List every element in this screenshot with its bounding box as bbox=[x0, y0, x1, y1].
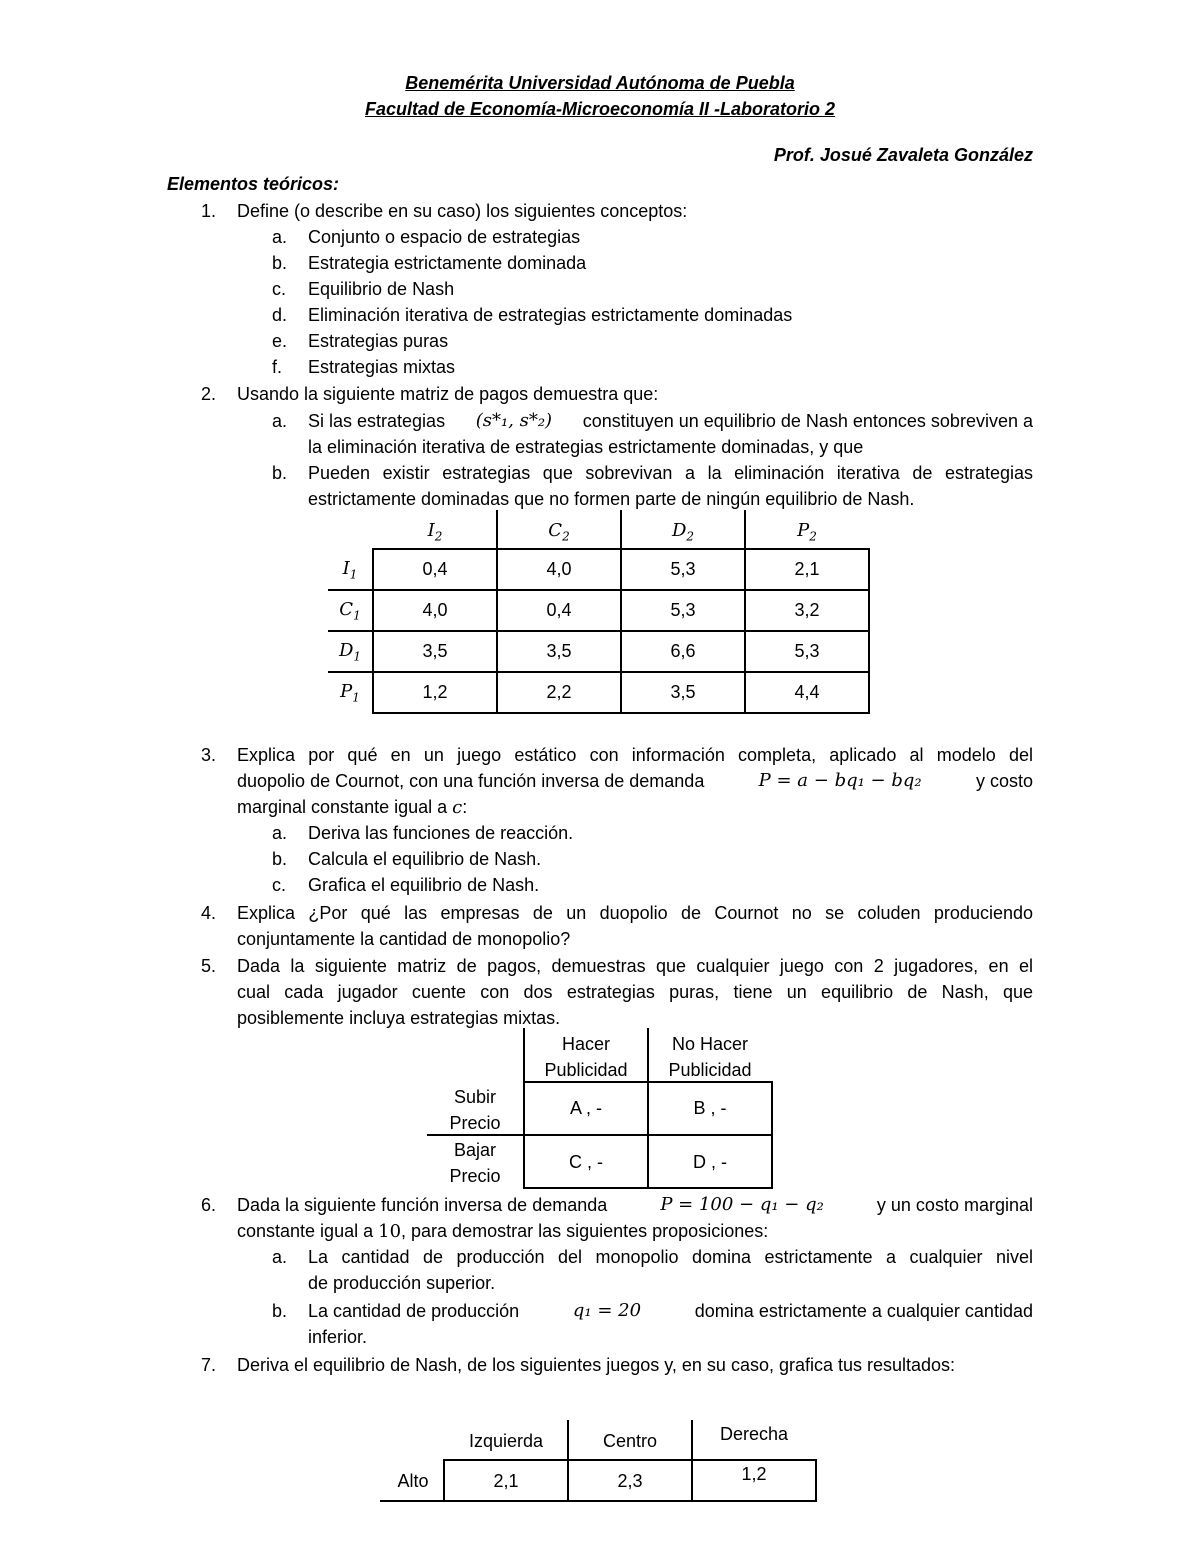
q1-item-text: Estrategias puras bbox=[308, 331, 449, 351]
col-header: Derecha bbox=[719, 1424, 789, 1444]
section-title: Elementos teóricos: bbox=[167, 174, 340, 194]
q6-a-letter: a. bbox=[272, 1247, 288, 1267]
q2-a-line1 bbox=[308, 408, 1033, 434]
col-header: $D_2$ bbox=[671, 520, 695, 544]
row-header-subir: Subir Precio bbox=[449, 1087, 501, 1133]
q1-item-text: Eliminación iterativa de estrategias estrictamente dominadas bbox=[308, 305, 793, 325]
q3-item-letter: a. bbox=[272, 823, 288, 843]
q4-number: 4. bbox=[200, 903, 216, 923]
q3-item-letter: c. bbox=[272, 875, 287, 895]
q6-a-line2: de producción superior. bbox=[308, 1273, 496, 1293]
q3-item-text: Grafica el equilibrio de Nash. bbox=[308, 875, 540, 895]
q2-a-text-post: constituyen un equilibrio de Nash entonces sobreviven a bbox=[582, 411, 1033, 431]
payoff-cell: 3,5 bbox=[546, 641, 572, 661]
row-header: $P_1$ bbox=[340, 681, 360, 705]
payoff-cell: 4,0 bbox=[546, 559, 572, 579]
q5-line3: posiblemente incluya estrategias mixtas. bbox=[237, 1008, 561, 1028]
q7-text: Deriva el equilibrio de Nash, de los siguientes juegos y, en su caso, grafica tus resultados: bbox=[237, 1355, 956, 1375]
q2-b-line2: estrictamente dominadas que no formen parte de ningún equilibrio de Nash. bbox=[308, 489, 915, 509]
university-title: Benemérita Universidad Autónoma de Puebla bbox=[405, 73, 795, 93]
col-header: $P_2$ bbox=[797, 520, 817, 544]
q7-number: 7. bbox=[200, 1355, 216, 1375]
q3-line2-post: y costo bbox=[975, 771, 1033, 791]
q1-item-text: Estrategias mixtas bbox=[308, 357, 456, 377]
payoff-cell: 2,3 bbox=[617, 1471, 643, 1491]
q1-item-text: Estrategia estrictamente dominada bbox=[308, 253, 587, 273]
faculty-title: Facultad de Economía-Microeconomía II -Laboratorio 2 bbox=[364, 99, 836, 119]
grid-line bbox=[380, 1500, 817, 1502]
q2-b-line1: Pueden existir estrategias que sobrevivan a la eliminación iterativa de estrategias bbox=[308, 463, 1033, 483]
payoff-cell: 3,2 bbox=[794, 600, 820, 620]
q6-demand-formula: P = 100 − q₁ − q₂ bbox=[660, 1194, 824, 1215]
payoff-cell: 2,2 bbox=[546, 682, 572, 702]
q1-item-letter: b. bbox=[272, 253, 288, 273]
row-header: $D_1$ bbox=[338, 640, 362, 664]
payoff-cell: 0,4 bbox=[422, 559, 448, 579]
row-header-bajar: Bajar Precio bbox=[449, 1140, 501, 1186]
q2-b-letter: b. bbox=[272, 463, 288, 483]
grid-line bbox=[815, 1460, 817, 1502]
payoff-cell: 1,2 bbox=[741, 1464, 767, 1484]
q2-a-math: (s*₁, s*₂) bbox=[475, 410, 553, 431]
q6-b-line2: inferior. bbox=[308, 1327, 368, 1347]
q2-number: 2. bbox=[200, 384, 216, 404]
q2-a-letter: a. bbox=[272, 411, 288, 431]
q3-line2 bbox=[237, 768, 1033, 794]
col-header: Centro bbox=[602, 1431, 658, 1451]
q6-line1 bbox=[237, 1192, 1033, 1218]
payoff-cell: 5,3 bbox=[670, 559, 696, 579]
q6-a-line1: La cantidad de producción del monopolio domina estrictamente a cualquier nivel bbox=[308, 1247, 1033, 1267]
row-header: $C_1$ bbox=[339, 599, 361, 623]
payoff-cell: 2,1 bbox=[493, 1471, 519, 1491]
col-header: $C_2$ bbox=[548, 520, 570, 544]
payoff-cell: 4,0 bbox=[422, 600, 448, 620]
payoff-cell: 3,5 bbox=[422, 641, 448, 661]
payoff-cell: C , - bbox=[569, 1152, 603, 1172]
q1-number: 1. bbox=[200, 201, 216, 221]
q2-a-text-pre: Si las estrategias bbox=[308, 411, 446, 431]
q3-line2-pre: duopolio de Cournot, con una función inversa de demanda bbox=[237, 771, 705, 791]
q6-number: 6. bbox=[200, 1195, 216, 1215]
q1-text: Define (o describe en su caso) los siguientes conceptos: bbox=[237, 201, 688, 221]
payoff-cell: 1,2 bbox=[422, 682, 448, 702]
q1-item-letter: e. bbox=[272, 331, 288, 351]
grid-line bbox=[328, 671, 870, 673]
q5-line1: Dada la siguiente matriz de pagos, demuestras que cualquier juego con 2 jugadores, en el bbox=[237, 956, 1033, 976]
payoff-cell: D , - bbox=[693, 1152, 727, 1172]
q1-item-letter: c. bbox=[272, 279, 287, 299]
col-header: Izquierda bbox=[468, 1431, 544, 1451]
q1-item-letter: f. bbox=[272, 357, 283, 377]
grid-line bbox=[523, 1187, 773, 1189]
q5-line2: cual cada jugador cuente con dos estrategias puras, tiene un equilibrio de Nash, que bbox=[237, 982, 1033, 1002]
payoff-cell: 5,3 bbox=[670, 600, 696, 620]
payoff-cell: 4,4 bbox=[794, 682, 820, 702]
q1-item-letter: d. bbox=[272, 305, 288, 325]
row-header: Alto bbox=[397, 1471, 429, 1491]
grid-line bbox=[443, 1459, 817, 1461]
q1-item-text: Equilibrio de Nash bbox=[308, 279, 455, 299]
q3-demand-formula: P = a − bq₁ − bq₂ bbox=[758, 770, 922, 791]
col-header-hacer: Hacer Publicidad bbox=[544, 1034, 628, 1080]
q3-line3: marginal constante igual a c: bbox=[237, 797, 468, 818]
payoff-cell: B , - bbox=[693, 1098, 727, 1118]
q3-line1: Explica por qué en un juego estático con información completa, aplicado al modelo del bbox=[237, 745, 1033, 765]
payoff-cell: 6,6 bbox=[670, 641, 696, 661]
professor-name: Prof. Josué Zavaleta González bbox=[773, 145, 1033, 165]
q6-b-math: q₁ = 20 bbox=[572, 1300, 642, 1321]
payoff-cell: 5,3 bbox=[794, 641, 820, 661]
q6-b-line1 bbox=[308, 1298, 1033, 1324]
col-header: $I_2$ bbox=[427, 520, 443, 544]
payoff-cell: A , - bbox=[569, 1098, 602, 1118]
payoff-cell: 2,1 bbox=[794, 559, 820, 579]
q2-text: Usando la siguiente matriz de pagos demuestra que: bbox=[237, 384, 659, 404]
q6-line1-pre: Dada la siguiente función inversa de demanda bbox=[237, 1195, 608, 1215]
payoff-cell: 3,5 bbox=[670, 682, 696, 702]
q3-number: 3. bbox=[200, 745, 216, 765]
q3-item-text: Calcula el equilibrio de Nash. bbox=[308, 849, 542, 869]
q6-b-pre: La cantidad de producción bbox=[308, 1301, 520, 1321]
q3-item-letter: b. bbox=[272, 849, 288, 869]
q6-line1-post: y un costo marginal bbox=[876, 1195, 1033, 1215]
q1-item-text: Conjunto o espacio de estrategias bbox=[308, 227, 581, 247]
q6-line2: constante igual a 10, para demostrar las siguientes proposiciones: bbox=[237, 1221, 769, 1242]
q3-item-text: Deriva las funciones de reacción. bbox=[308, 823, 574, 843]
col-header-no-hacer: No Hacer Publicidad bbox=[668, 1034, 752, 1080]
q4-line2: conjuntamente la cantidad de monopolio? bbox=[237, 929, 571, 949]
q2-a-line2: la eliminación iterativa de estrategias estrictamente dominadas, y que bbox=[308, 437, 864, 457]
q4-line1: Explica ¿Por qué las empresas de un duopolio de Cournot no se coluden produciendo bbox=[237, 903, 1033, 923]
grid-line bbox=[372, 712, 870, 714]
q6-b-post: domina estrictamente a cualquier cantidad bbox=[694, 1301, 1033, 1321]
row-header: $I_1$ bbox=[342, 558, 358, 582]
q5-number: 5. bbox=[200, 956, 216, 976]
grid-line bbox=[328, 630, 870, 632]
grid-line bbox=[372, 548, 870, 550]
payoff-cell: 0,4 bbox=[546, 600, 572, 620]
q1-item-letter: a. bbox=[272, 227, 288, 247]
grid-line bbox=[328, 589, 870, 591]
q6-b-letter: b. bbox=[272, 1301, 288, 1321]
